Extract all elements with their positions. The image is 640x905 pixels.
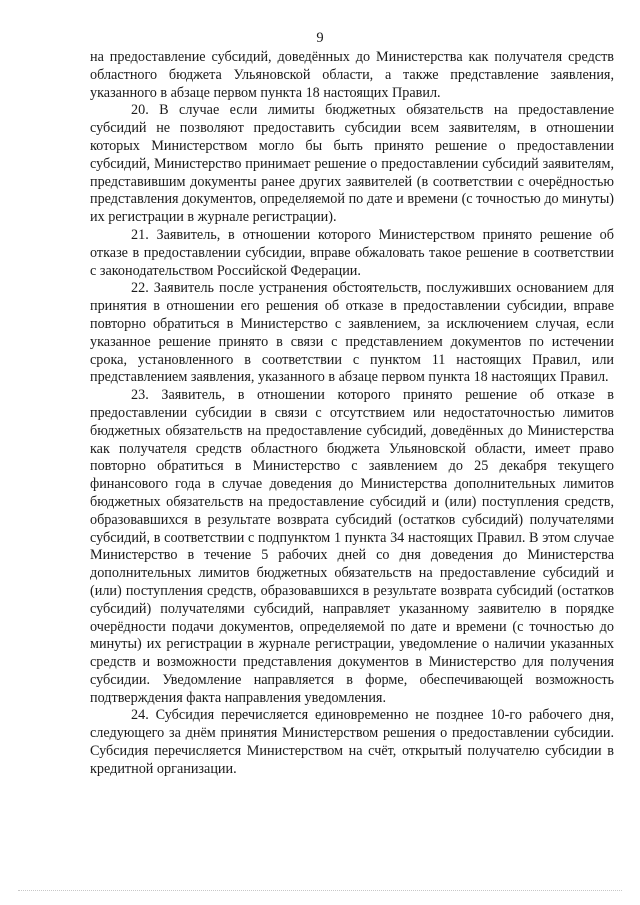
paragraph-24: 24. Субсидия перечисляется единовременно не позднее 10-го рабочего дня, следующего за днём принятия Министерством решения о предоставлении субсидии. Субсидия перечисляется Министерством на счёт, открытый получателю субсидии в кредитной организации.	[90, 707, 614, 777]
paragraph-continuation: на предоставление субсидий, доведённых до Министерства как получателя средств областного бюджета Ульяновской области, а также представление заявления, указанного в абзаце первом пункта 18 настоящих Правил.	[90, 49, 614, 101]
paragraph-23: 23. Заявитель, в отношении которого принято решение об отказе в предоставлении субсидии в связи с отсутствием или недостаточностью лимитов бюджетных обязательств на предоставление субсидий, доведённых до Министерства как получателя средств областного бюджета Ульяновской области, имеет право повторно обратиться в Министерство с заявлением до 25 декабря текущего финансового года в случае доведения до Министерства дополнительных лимитов бюджетных обязательств на предоставление субсидий и (или) поступления средств, образовавшихся в результате возврата субсидий (остатков субсидий) получателями субсидий, в соответствии с подпунктом 1 пункта 34 настоящих Правил. В этом случае Министерство в течение 5 рабочих дней со дня доведения до Министерства дополнительных лимитов бюджетных обязательств на предоставление субсидий и (или) поступления средств, образовавшихся в результате возврата субсидий (остатков субсидий) получателями субсидий, направляет указанному заявителю в порядке очерёдности подачи документов, определяемой по дате и времени (с точностью до минуты) их регистрации в журнале регистрации, уведомление о наличии указанных средств и возможности представления документов в Министерство для получения субсидии. Уведомление направляется в форме, обеспечивающей возможность подтверждения факта направления уведомления.	[90, 387, 614, 706]
paragraph-21: 21. Заявитель, в отношении которого Министерством принято решение об отказе в предоставлении субсидии, вправе обжаловать такое решение в соответствии с законодательством Российской Федерации.	[90, 226, 614, 279]
page-number: 9	[316, 30, 324, 46]
document-body	[90, 49, 614, 779]
scan-edge-artifact	[18, 890, 622, 891]
paragraph-22: 22. Заявитель после устранения обстоятельств, послуживших основанием для принятия в отношении его решения об отказе в предоставлении субсидии, вправе повторно обратиться в Министерство с заявлением, за исключением случая, если указанное решение принято в связи с представлением документов по истечении срока, установленного в соответствии с пунктом 11 настоящих Правил, или представлением заявления, указанного в абзаце первом пункта 18 настоящих Правил.	[90, 280, 614, 386]
paragraph-20: 20. В случае если лимиты бюджетных обязательств на предоставление субсидий не позволяют предоставить субсидии всем заявителям, в отношении которых Министерством могло бы быть принято решение о предоставлении субсидий, Министерство принимает решение о предоставлении субсидий заявителям, представившим документы ранее других заявителей (в соответствии с очерёдностью представления документов, определяемой по дате и времени (с точностью до минуты) их регистрации в журнале регистрации).	[90, 102, 614, 226]
